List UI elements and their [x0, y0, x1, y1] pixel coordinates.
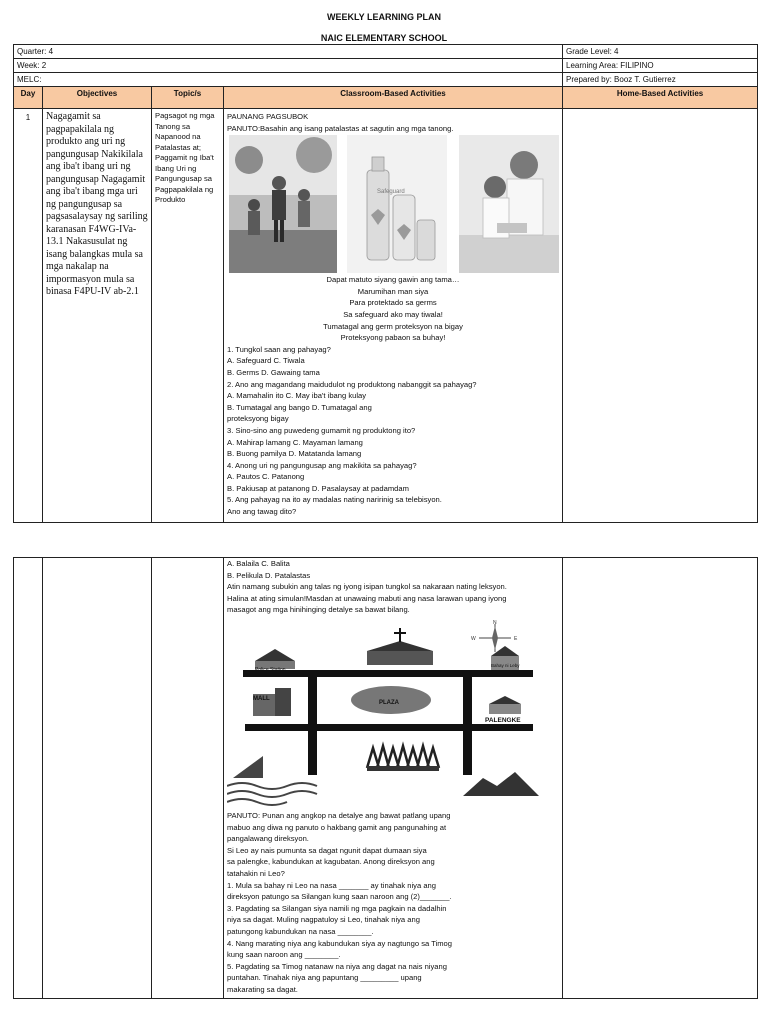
prepared-by-cell: Prepared by: Booz T. Gutierrez	[563, 73, 758, 87]
classroom-activities-cell	[224, 109, 563, 523]
question-line: B. Tumatagal ang bango D. Tumatagal ang	[227, 402, 372, 412]
week-cell: Week: 2	[14, 59, 563, 73]
ad-line: Sa safeguard ako may tiwala!	[343, 309, 443, 319]
ad-line: Proteksyong pabaon sa buhay!	[340, 333, 446, 343]
product-label: Safeguard	[377, 189, 405, 196]
grade-level-cell: Grade Level: 4	[563, 45, 758, 59]
instruction-line: patungong kabundukan na nasa ________.	[227, 926, 374, 936]
question-line: 5. Ang pahayag na ito ay madalas nating naririnig sa telebisyon.	[227, 495, 442, 505]
compass-west: W	[471, 635, 476, 642]
photo-parent-child	[459, 135, 559, 273]
forest	[367, 746, 439, 771]
school-name: NAIC ELEMENTARY SCHOOL	[320, 33, 448, 43]
mall-label: MALL	[253, 695, 270, 702]
intro-line: Halina at ating simulan!Masdan at unawaing mabuti ang nasa larawan upang iyong	[227, 593, 507, 603]
instruction-line: Si Leo ay nais pumunta sa dagat ngunit dapat dumaan siya	[227, 845, 427, 855]
topics-cell-continued	[152, 558, 224, 999]
question-line: 4. Anong uri ng pangungusap ang makikita sa pahayag?	[227, 460, 417, 470]
activity-heading: PAUNANG PAGSUBOK	[227, 112, 309, 121]
instruction-line: PANUTO: Punan ang angkop na detalye ang bawat patlang upang	[227, 810, 451, 820]
road-north	[243, 670, 533, 677]
police-station-building	[255, 649, 295, 673]
classroom-activities-cell-continued	[224, 558, 563, 999]
quarter-cell: Quarter: 4	[14, 45, 563, 59]
learning-area-cell: Learning Area: FILIPINO	[563, 59, 758, 73]
day-cell: 1	[14, 109, 43, 523]
home-activities-cell-continued	[563, 558, 758, 999]
objectives-cell: Nagagamit sa pagpapakilala ng produkto ang uri ng pangungusap Nakikilala ang iba't ibang uri ng pangungusap Nagagamit ang iba't ibang mga uri ng pangungusap sa pagsasalaysay ng sariling karanasan F4WG-IVa-13.1 Nakasusulat ng isang balangkas mula sa mga nakalap na impormasyon mula sa binasa F4PU-IV ab-2.1	[43, 109, 152, 523]
question-line: 3. Sino-sino ang puwedeng gumamit ng produktong ito?	[227, 425, 416, 435]
mall-building	[253, 688, 291, 716]
plaza-label: PLAZA	[379, 699, 399, 706]
document-title: WEEKLY LEARNING PLAN	[326, 12, 441, 22]
question-line: proteksyong bigay	[227, 414, 289, 424]
palengke-building	[485, 696, 521, 724]
instruction-line: makarating sa dagat.	[227, 984, 298, 994]
choice-line: A. Balaila C. Balita	[227, 559, 290, 568]
ad-line: Marumihan man siya	[357, 286, 429, 296]
home-activities-cell	[563, 109, 758, 523]
question-line: B. Germs D. Gawaing tama	[227, 367, 320, 377]
compass-north: N	[493, 619, 497, 626]
photo-children-playing	[229, 135, 337, 273]
question-line: B. Buong pamilya D. Matatanda lamang	[227, 449, 362, 459]
instruction-line: puntahan. Tinahak niya ang papuntang _________ upang	[227, 973, 422, 983]
plan-table-page-1	[13, 44, 758, 523]
house-label: Bahay ni Leby	[491, 662, 520, 668]
town-map	[227, 618, 557, 808]
road-south	[245, 724, 533, 731]
ad-line: Para protektado sa germs	[349, 298, 437, 308]
instruction-line: mabuo ang diwa ng panuto o hakbang gamit ang pangunahing at	[227, 822, 447, 832]
instruction-line: 4. Nang marating niya ang kabundukan siya ay nagtungo sa Timog	[227, 938, 453, 948]
plaza	[351, 686, 431, 714]
instruction-line: 3. Pagdating sa Silangan siya namili ng mga pagkain na dadalhin	[227, 903, 447, 913]
intro-line: masagot ang mga hinihinging detalye sa bawat bilang.	[227, 605, 410, 615]
instruction-line: pangalawang direksyon.	[227, 834, 309, 844]
question-line: B. Pakiusap at patanong D. Pasalaysay at padamdam	[227, 483, 409, 493]
header-home-activities: Home-Based Activities	[563, 87, 758, 109]
instruction-line: niya sa dagat. Muling nagpatuloy si Leo, tinahak niya ang	[227, 915, 420, 925]
question-list	[227, 344, 559, 518]
intro-line: Atin namang subukin ang talas ng iyong isipan tungkol sa nakaraan nating leksyon.	[227, 582, 507, 592]
instruction-line: kung saan naroon ang ________.	[227, 950, 341, 960]
ad-line: Dapat matuto siyang gawin ang tama…	[326, 275, 460, 285]
header-day: Day	[14, 87, 43, 109]
instruction-line: direksyon patungo sa Silangan kung saan naroon ang (2)_______.	[227, 892, 452, 902]
instruction-line: 1. Mula sa bahay ni Leo na nasa _______ ay tinahak niya ang	[227, 880, 436, 890]
instruction-block	[227, 810, 559, 996]
compass-east: E	[514, 635, 518, 642]
question-line: 2. Ano ang magandang maidudulot ng produktong nabanggit sa pahayag?	[227, 379, 477, 389]
activity-instruction: PANUTO:Basahin ang isang patalastas at sagutin ang mga tanong.	[227, 123, 454, 133]
question-line: Ano ang tawag dito?	[227, 507, 297, 517]
instruction-line: sa palengke, kabundukan at kagubatan. Anong direksyon ang	[227, 857, 435, 867]
ad-photos	[227, 135, 559, 273]
mountains	[463, 772, 539, 796]
header-classroom-activities: Classroom-Based Activities	[224, 87, 563, 109]
ad-text	[227, 274, 559, 344]
question-line: 1. Tungkol saan ang pahayag?	[227, 344, 331, 354]
ad-line: Tumatagal ang germ proteksyon na bigay	[323, 321, 463, 331]
road-east	[463, 670, 472, 775]
road-west	[308, 670, 317, 775]
question-line: A. Pautos C. Patanong	[227, 472, 305, 482]
question-line: A. Mamahalin ito C. May iba't ibang kulay	[227, 391, 367, 401]
header-objectives: Objectives	[43, 87, 152, 109]
question-line: A. Safeguard C. Tiwala	[227, 356, 305, 366]
palengke-label: PALENGKE	[485, 716, 521, 724]
topics-cell: Pagsagot ng mga Tanong sa Napanood na Patalastas at; Paggamit ng Iba't Ibang Uri ng Pangungusap sa Pagpapakilala ng Produkto	[152, 109, 224, 523]
header-topics: Topic/s	[152, 87, 224, 109]
day-cell-continued	[14, 558, 43, 999]
question-line: A. Mahirap lamang C. Mayaman lamang	[227, 437, 363, 447]
instruction-line: tatahakin ni Leo?	[227, 868, 285, 878]
plan-table-page-2	[13, 557, 758, 999]
melc-cell: MELC:	[14, 73, 563, 87]
instruction-line: 5. Pagdating sa Timog natanaw na niya ang dagat na nais niyang	[227, 961, 447, 971]
objectives-cell-continued	[43, 558, 152, 999]
choice-line: B. Pelikula D. Patalastas	[227, 570, 311, 580]
sea-boat	[227, 756, 317, 805]
photo-safeguard-product	[347, 135, 447, 273]
church-building	[367, 628, 433, 665]
